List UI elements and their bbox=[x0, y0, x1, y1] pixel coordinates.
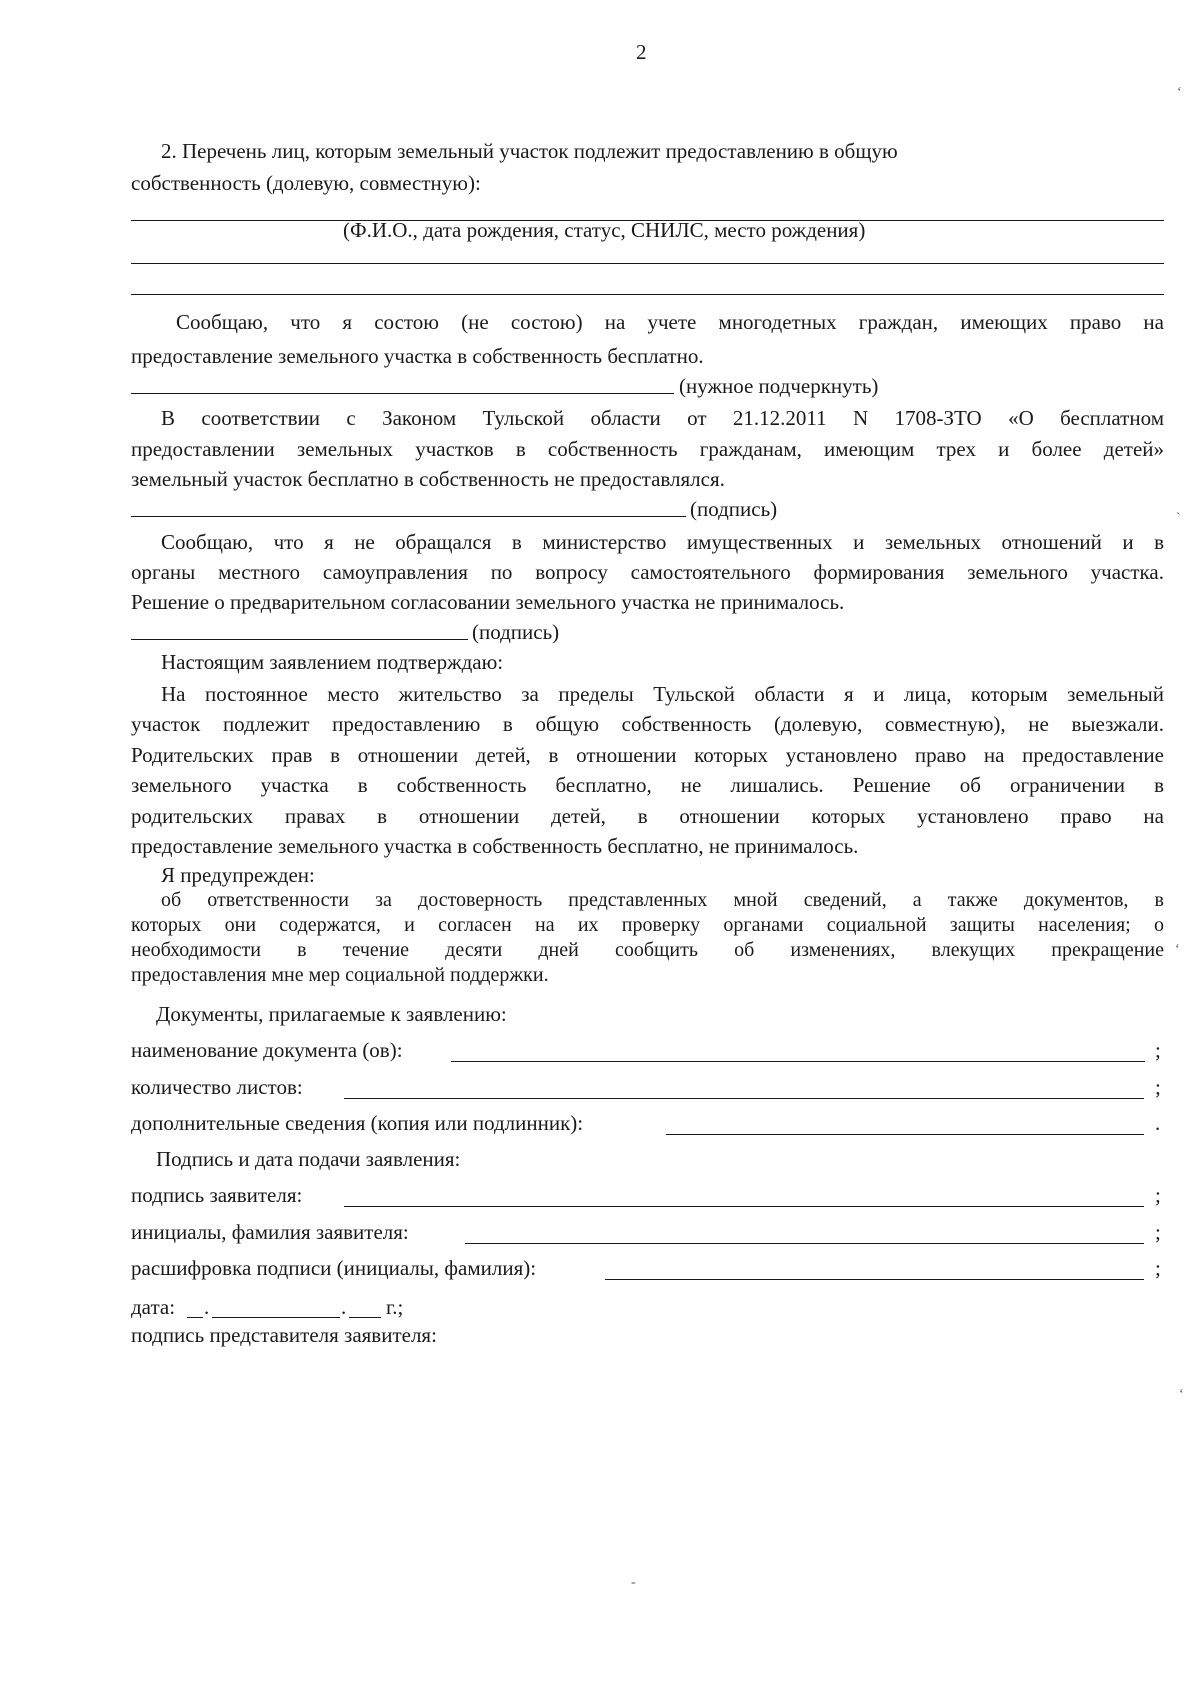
documents-heading: Документы, прилагаемые к заявлению: bbox=[156, 1002, 507, 1026]
underline-choice-note: (нужное подчеркнуть) bbox=[679, 374, 879, 398]
document-name-label: наименование документа (ов): bbox=[131, 1038, 403, 1062]
persons-line-3[interactable] bbox=[131, 294, 1164, 295]
law-signature-caption: (подпись) bbox=[690, 497, 778, 521]
ministry-line1: Сообщаю, что я не обращался в министерство имущественных и земельных отношений и в bbox=[161, 530, 1164, 554]
scan-speck: ` bbox=[1176, 511, 1181, 526]
scan-speck: ‘ bbox=[1177, 85, 1182, 100]
signature-heading: Подпись и дата подачи заявления: bbox=[156, 1147, 461, 1171]
document-name-row bbox=[131, 1040, 1164, 1066]
warned-line1: об ответственности за достоверность представленных мной сведений, а также документов, в bbox=[161, 889, 1164, 911]
date-day-field[interactable] bbox=[187, 1317, 203, 1318]
law-line2: предоставлении земельных участков в собственность гражданам, имеющим трех и более детей» bbox=[131, 437, 1164, 461]
extra-info-field[interactable] bbox=[666, 1134, 1144, 1135]
date-separator: . bbox=[341, 1295, 347, 1319]
applicant-initials-field[interactable] bbox=[465, 1243, 1144, 1244]
law-line3: земельный участок бесплатно в собственность не предоставлялся. bbox=[131, 467, 725, 491]
scan-speck: - bbox=[631, 1575, 636, 1590]
large-family-line2: предоставление земельного участка в собственность бесплатно. bbox=[131, 344, 704, 368]
applicant-initials-row bbox=[131, 1222, 1164, 1248]
confirm-line2: участок подлежит предоставлению в общую собственность (долевую, совместную), не выезжали. bbox=[131, 712, 1164, 736]
confirm-line1: На постоянное место жительство за пределы Тульской области я и лица, которым земельный bbox=[161, 682, 1164, 706]
signature-decode-field[interactable] bbox=[605, 1279, 1144, 1280]
representative-signature-label: подпись представителя заявителя: bbox=[131, 1323, 437, 1347]
signature-decode-row bbox=[131, 1258, 1164, 1284]
applicant-signature-field[interactable] bbox=[344, 1206, 1144, 1207]
semicolon: ; bbox=[1155, 1183, 1161, 1207]
date-year-suffix: г.; bbox=[386, 1295, 404, 1319]
semicolon: ; bbox=[1155, 1075, 1161, 1099]
applicant-signature-row bbox=[131, 1185, 1164, 1211]
confirm-line3: Родительских прав в отношении детей, в отношении которых установлено право на предоставление bbox=[131, 743, 1164, 767]
extra-info-row bbox=[131, 1113, 1164, 1139]
law-line1: В соответствии с Законом Тульской области от 21.12.2011 N 1708-ЗТО «О бесплатном bbox=[161, 406, 1164, 430]
section2-line1: 2. Перечень лиц, которым земельный участок подлежит предоставлению в общую bbox=[161, 139, 898, 163]
warned-line3: необходимости в течение десяти дней сообщить об изменениях, влекущих прекращение bbox=[131, 939, 1164, 961]
confirm-heading: Настоящим заявлением подтверждаю: bbox=[161, 650, 504, 674]
sheets-count-row bbox=[131, 1077, 1164, 1103]
page-number: 2 bbox=[636, 40, 647, 64]
sheets-count-field[interactable] bbox=[344, 1098, 1144, 1099]
confirm-line4: земельного участка в собственность бесплатно, не лишались. Решение об ограничении в bbox=[131, 773, 1164, 797]
warned-line4: предоставления мне мер социальной поддержки. bbox=[131, 964, 549, 986]
applicant-initials-label: инициалы, фамилия заявителя: bbox=[131, 1220, 409, 1244]
period: . bbox=[1155, 1111, 1161, 1135]
section2-line2: собственность (долевую, совместную): bbox=[131, 171, 481, 195]
ministry-line3: Решение о предварительном согласовании земельного участка не принималось. bbox=[131, 590, 845, 614]
applicant-signature-label: подпись заявителя: bbox=[131, 1183, 303, 1207]
persons-caption: (Ф.И.О., дата рождения, статус, СНИЛС, место рождения) bbox=[343, 218, 866, 242]
persons-line-2[interactable] bbox=[131, 263, 1164, 264]
confirm-line6: предоставление земельного участка в собственность бесплатно, не принималось. bbox=[131, 834, 859, 858]
law-signature-line[interactable] bbox=[131, 516, 686, 517]
sheets-count-label: количество листов: bbox=[131, 1075, 303, 1099]
date-separator: . bbox=[204, 1295, 210, 1319]
confirm-line5: родительских правах в отношении детей, в отношении которых установлено право на bbox=[131, 804, 1164, 828]
ministry-signature-line[interactable] bbox=[131, 639, 468, 640]
large-family-line1: Сообщаю, что я состою (не состою) на учете многодетных граждан, имеющих право на bbox=[176, 310, 1164, 334]
warned-heading: Я предупрежден: bbox=[161, 863, 315, 887]
signature-decode-label: расшифровка подписи (инициалы, фамилия): bbox=[131, 1256, 537, 1280]
scan-speck: ‘ bbox=[1175, 942, 1180, 957]
document-name-field[interactable] bbox=[451, 1061, 1145, 1062]
date-year-field[interactable] bbox=[349, 1317, 381, 1318]
semicolon: ; bbox=[1155, 1038, 1161, 1062]
ministry-line2: органы местного самоуправления по вопросу самостоятельного формирования земельного участка. bbox=[131, 560, 1164, 584]
ministry-signature-caption: (подпись) bbox=[472, 620, 560, 644]
scan-speck: ‘ bbox=[1179, 1387, 1184, 1402]
semicolon: ; bbox=[1155, 1256, 1161, 1280]
underline-choice-line[interactable] bbox=[131, 393, 674, 394]
extra-info-label: дополнительные сведения (копия или подлинник): bbox=[131, 1111, 584, 1135]
semicolon: ; bbox=[1155, 1220, 1161, 1244]
date-label: дата: bbox=[131, 1295, 176, 1319]
warned-line2: которых они содержатся, и согласен на их проверку органами социальной защиты населения; о bbox=[131, 914, 1164, 936]
date-month-field[interactable] bbox=[212, 1317, 340, 1318]
